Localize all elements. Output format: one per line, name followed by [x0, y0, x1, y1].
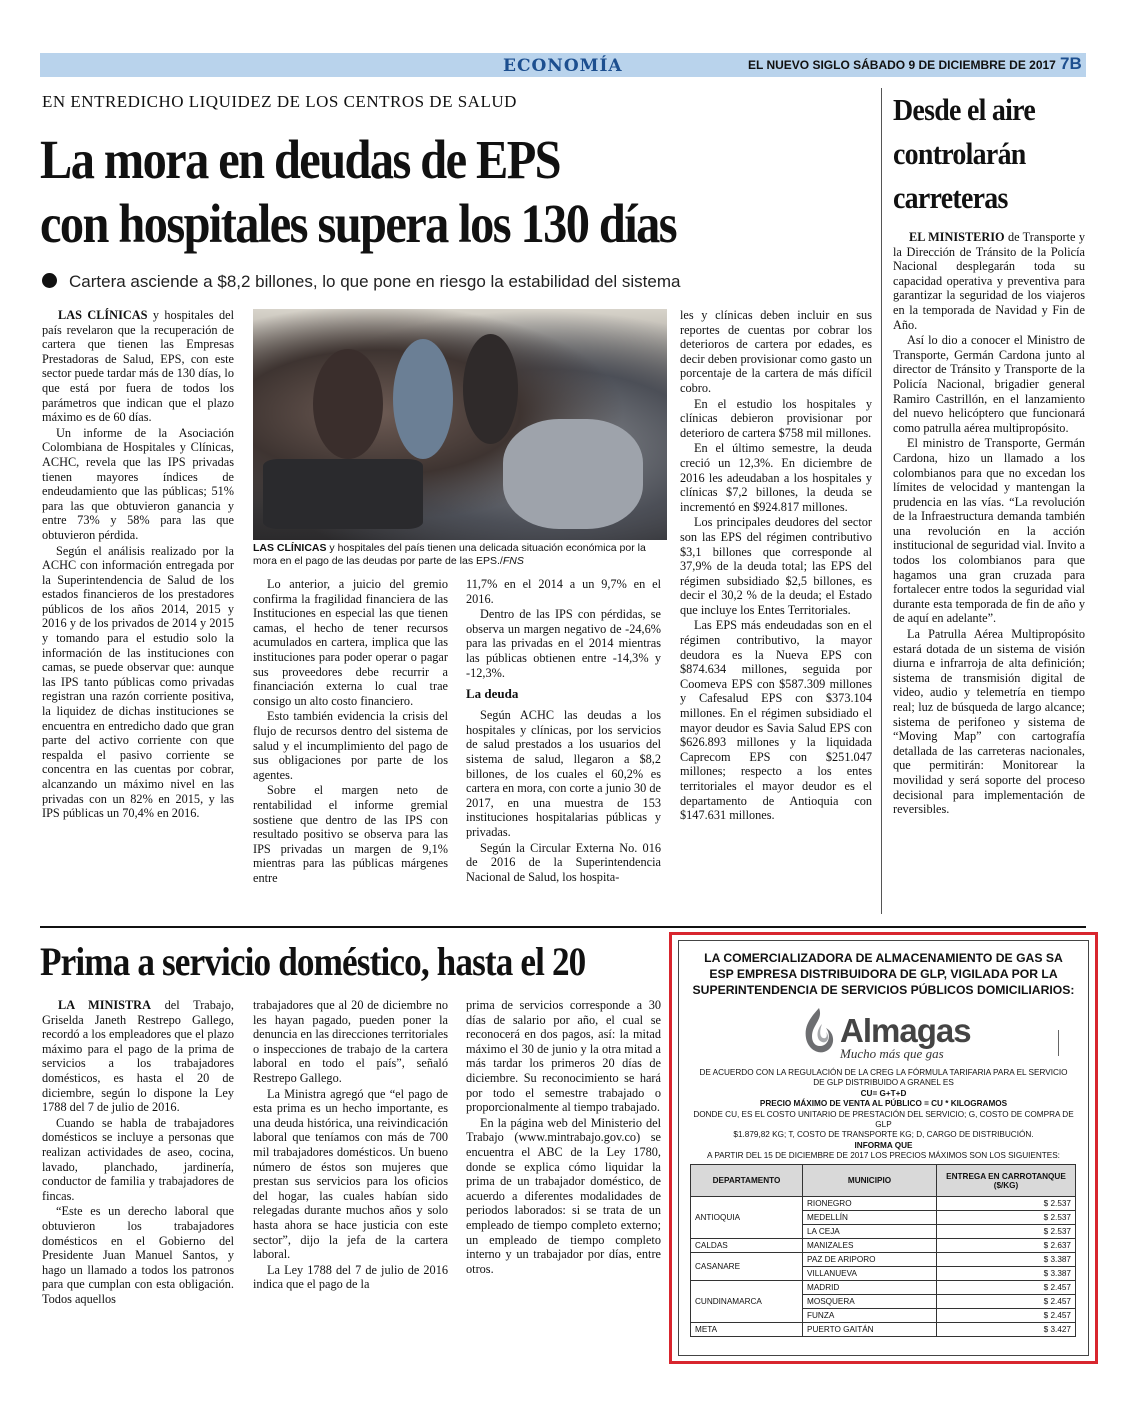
photo-caption [253, 542, 667, 568]
side-headline [893, 88, 1064, 220]
ad-body-line: $1.879,82 KG; T, COSTO DE TRANSPORTE KG; D, CARGO DE DISTRIBUCIÓN. [733, 1130, 1034, 1140]
paragraph [42, 1116, 234, 1204]
paragraph-text: La Ley 1788 del 7 de julio de 2016 indica que el pago de la [253, 1262, 448, 1292]
table-header-row [691, 1165, 1076, 1197]
paragraph [680, 308, 872, 396]
cell-price: $ 2.457 [937, 1281, 1076, 1295]
main-kicker: EN ENTREDICHO LIQUIDEZ DE LOS CENTROS DE SALUD [42, 92, 517, 111]
column-divider [881, 88, 882, 914]
header-municipio: MUNICIPIO [803, 1165, 937, 1197]
brand-name: Almagas [840, 1012, 971, 1049]
paragraph-text: les y clínicas deben incluir en sus reportes de cuentas por cobrar los deterioros de cartera por edades, es decir deben provisionar como gasto un porcentaje de la cartera de más difícil cobro. [680, 308, 872, 395]
photo-figure [393, 339, 453, 459]
cell-price: $ 2.537 [937, 1211, 1076, 1225]
paragraph [680, 397, 872, 441]
main-column-2 [253, 577, 448, 912]
table-row [691, 1253, 1076, 1267]
caption-text: y hospitales del país tienen una delicada situación económica por la mora en el pago de las deudas por parte de las EPS./ [253, 542, 646, 567]
cell-municipio: RIONEGRO [803, 1197, 937, 1211]
cell-departamento: ANTIOQUIA [691, 1197, 803, 1239]
lead-word: EL MINISTERIO [909, 230, 1005, 244]
paragraph-text: En el último semestre, la deuda creció un 12,3%. En diciembre de 2016 les adeudaban a los hospitales y clínicas $7,2 billones, la deuda se incrementó en $924.817 millones. [680, 441, 872, 514]
cell-price: $ 2.537 [937, 1225, 1076, 1239]
paragraph-text: El ministro de Transporte, Germán Cardona, hizo un llamado a los colombianos para que no excedan los límites de velocidad y mantengan la prudencia en las vías. “La revolución de la Infraestructura demanda también una revolución en la acción institucional de seguridad vial. Invito a todos los colombianos para que hagamos una gran cruzada para fortalecer entre todos la seguridad vial durante esta temporada de fin de año y de aquí en adelante”. [893, 436, 1085, 626]
header-departamento: DEPARTAMENTO [691, 1165, 803, 1197]
brand-slogan: Mucho más que gas [840, 1046, 944, 1061]
vertical-mark [1058, 1030, 1068, 1056]
caption-lead: LAS CLÍNICAS [253, 542, 327, 554]
ad-body-line: DE GLP DISTRIBUIDO A GRANEL ES [813, 1078, 954, 1088]
paragraph-text: del Trabajo, Griselda Janeth Restrepo Gallego, recordó a los empleadores que el plazo máximo para el pago de la prima de servicios a los trabajadores domésticos, es hasta el 20 de diciembre, según lo dispone la Ley 1788 del 7 de julio de 2016. [42, 998, 234, 1115]
paragraph [253, 783, 448, 885]
main-column-1 [42, 308, 234, 912]
paragraph [893, 627, 1085, 817]
paragraph [253, 998, 448, 1086]
paragraph: Dentro de las IPS con pérdidas, se observa un margen negativo de -24,6% para las privadas en el 2014 mientras las públicas obtienen entre -14,3% y -12,3%. [466, 607, 661, 680]
main-subhead-text: Cartera asciende a $8,2 billones, lo que pone en riesgo la estabilidad del sistema [69, 272, 681, 291]
ad-title-line: ESP EMPRESA DISTRIBUIDORA DE GLP, VIGILADA POR LA [709, 967, 1058, 981]
cell-price: $ 2.457 [937, 1309, 1076, 1323]
table-row [691, 1197, 1076, 1211]
prima-column-3 [466, 998, 661, 1350]
main-column-4 [680, 308, 872, 912]
paragraph [253, 1087, 448, 1262]
paragraph: 11,7% en el 2014 a un 9,7% en el 2016. [466, 577, 661, 606]
cell-municipio: MANIZALES [803, 1239, 937, 1253]
ad-body-line: CU= G+T+D [860, 1088, 907, 1098]
photo-equipment [263, 459, 423, 529]
paragraph [466, 998, 661, 1115]
flame-swirl-icon [800, 1006, 838, 1058]
paragraph [253, 577, 448, 708]
prima-column-1 [42, 998, 234, 1350]
cell-price: $ 3.427 [937, 1323, 1076, 1337]
main-headline [40, 128, 770, 256]
paragraph-text: Esto también evidencia la crisis del flujo de recursos dentro del sistema de salud y el incumplimiento del pago de sus obligaciones por parte de los agentes. [253, 709, 448, 782]
cell-departamento: CASANARE [691, 1253, 803, 1281]
paragraph-text: Lo anterior, a juicio del gremio confirma la fragilidad financiera de las Instituciones en especial las que tienen camas, el hecho de tener recursos acumulados en cartera, implica que las instituciones para poder operar o pagar sus proveedores debe recurrir a financiación externa lo cual trae consigo un alto costo financiero. [253, 577, 448, 708]
paragraph-text: En el estudio los hospitales y clínicas debieron provisionar por deterioro de cartera $758 mil millones. [680, 396, 872, 440]
photo-figure [463, 334, 518, 444]
paragraph: Según la Circular Externa No. 016 de 2016 de la Superintendencia Nacional de Salud, los hospita- [466, 840, 661, 884]
paragraph [680, 515, 872, 617]
caption-credit: FNS [502, 555, 524, 567]
paragraph [42, 1204, 234, 1306]
paragraph [42, 426, 234, 543]
cell-price: $ 3.387 [937, 1253, 1076, 1267]
cell-municipio: MADRID [803, 1281, 937, 1295]
ad-body-line: A PARTIR DEL 15 DE DICIEMBRE DE 2017 LOS PRECIOS MÁXIMOS SON LOS SIGUIENTES: [707, 1151, 1060, 1161]
paragraph [466, 1116, 661, 1277]
paragraph-text: de Transporte y la Dirección de Tránsito de la Policía Nacional desplegarán toda su capacidad operativa y preventiva para garantizar la seguridad de los viajeros en la temporada de Navidad y Fin de Año. [893, 230, 1085, 332]
table-row [691, 1323, 1076, 1337]
prima-column-2 [253, 998, 448, 1350]
subheading-la-deuda: La deuda [466, 686, 519, 702]
cell-departamento: META [691, 1323, 803, 1337]
cell-municipio: VILLANUEVA [803, 1267, 937, 1281]
cell-price: $ 3.387 [937, 1267, 1076, 1281]
paragraph-text: trabajadores que al 20 de diciembre no les hayan pagado, pueden poner la denuncia en las direcciones territoriales o inspecciones de trabajo de la cartera laboral en todo el país”, señaló Restrepo Gallego. [253, 998, 448, 1085]
paragraph [893, 436, 1085, 626]
cell-municipio: MEDELLÍN [803, 1211, 937, 1225]
ad-body-line: DE ACUERDO CON LA REGULACIÓN DE LA CREG LA FÓRMULA TARIFARIA PARA EL SERVICIO [699, 1068, 1068, 1077]
header-entrega: ENTREGA EN CARROTANQUE ($/KG) [937, 1165, 1076, 1197]
page-number: 7B [1060, 54, 1082, 73]
cell-price: $ 2.457 [937, 1295, 1076, 1309]
side-headline-line1: Desde el aire [893, 92, 1035, 127]
paragraph-text: La Patrulla Aérea Multipropósito estará dotada de un sistema de visión diurna e infrarroja de alta definición; sistema de transmisión digital de video, audio y telemetría en tiempo real; luz de búsqueda de largo alcance; sistema de perifoneo y sistema de “Moving Map” con cartografía detallada de las carreteras nacionales, que permitirán: Monitorear la movilidad y será soporte del proceso decisional para implementación de reversibles. [893, 627, 1085, 817]
table-row [691, 1239, 1076, 1253]
lead-word: LA MINISTRA [58, 998, 151, 1012]
photo-figure [313, 349, 383, 459]
photo-bed [503, 419, 643, 529]
ad-title-line: SUPERINTENDENCIA DE SERVICIOS PÚBLICOS DOMICILIARIOS: [692, 983, 1075, 997]
section-name: ECONOMÍA [503, 56, 623, 76]
paragraph: Según ACHC las deudas a los hospitales y clínicas, por los servicios de salud prestados a los usuarios del sistema de salud, llegaron a $8,2 billones, de los cuales el 60,2% es cartera en mora, con corte a junio 30 de 2017, en una muestra de 153 instituciones hospitalarias públicas y privadas. [466, 708, 661, 839]
paragraph-text: Las EPS más endeudadas son en el régimen contributivo, la mayor deudora es la Nueva EPS con $874.634 millones, seguida por Coomeva EPS con $587.309 millones y Cafesalud EPS con $373.104 millones. En el régimen subsidiado el mayor deudor es Savia Salud EPS con $626.893 millones y la liquidada Caprecom EPS con $251.047 millones; respecto a los entes territoriales el mayor deudor es el departamento de Antioquia con $147.631 millones. [680, 618, 872, 823]
cell-municipio: LA CEJA [803, 1225, 937, 1239]
paragraph-text: Un informe de la Asociación Colombiana de Hospitales y Clínicas, ACHC, revela que las IPS privadas tienen mayores índices de endeudamiento que las públicas; 51% para las que obtuvieron ganancia y entre 73% y 58% para las que obtuvieron pérdida. [42, 425, 234, 542]
side-headline-line2: controlarán [893, 136, 1026, 171]
paragraph-text: “Este es un derecho laboral que obtuvieron los trabajadores domésticos en el Gobierno del Presidente Juan Manuel Santos, y hago un llamado a todos los patronos para que cumplan con esta obligación. Todos aquellos [42, 1204, 234, 1306]
paragraph [253, 709, 448, 782]
paragraph [42, 308, 234, 425]
paragraph-text: La Ministra agregó que “el pago de esta prima es un hecho importante, es una deuda histórica, una reivindicación laboral que teníamos con más de 700 mil trabajadores domésticos. Un bueno número de éstos son mujeres que prestan sus servicios para los oficios del hogar, las cuales habían sido relegadas durante muchos años y solo hasta ahora se hace justicia con este sector”, dijo la jefa de la cartera laboral. [253, 1086, 448, 1262]
cell-departamento: CALDAS [691, 1239, 803, 1253]
paragraph-text: Así lo dio a conocer el Ministro de Transporte, Germán Cardona junto al director de Tránsito y Transporte de la Policía Nacional, brigadier general Ramiro Castrillón, en el lanzamiento del nuevo helicóptero que funcionará como patrulla aérea multipropósito. [893, 333, 1085, 435]
main-headline-line1: La mora en deudas de EPS [40, 129, 561, 190]
cell-price: $ 2.537 [937, 1197, 1076, 1211]
cell-municipio: PAZ DE ARIPORO [803, 1253, 937, 1267]
table-row [691, 1281, 1076, 1295]
side-headline-line3: carreteras [893, 180, 1008, 215]
cell-municipio: PUERTO GAITÁN [803, 1323, 937, 1337]
almagas-logo [800, 1006, 980, 1064]
paragraph-text: Los principales deudores del sector son las EPS del régimen contributivo $3,1 billones que corresponde al 37,9% de la deuda total; las EPS del régimen subsidiado $2,5 billones, es decir el 30,2 % de la deuda; el Estado que incluye los Entes Territoriales. [680, 515, 872, 617]
paragraph [680, 441, 872, 514]
ad-body-text [690, 1068, 1077, 1162]
ad-title [690, 950, 1077, 998]
ad-title-line: LA COMERCIALIZADORA DE ALMACENAMIENTO DE GAS SA [704, 951, 1063, 965]
paragraph-text: prima de servicios corresponde a 30 días de salario por año, el cual se reconocerá en dos pagos, así: la mitad máximo el 30 de junio y la otra mitad a más tardar los primeros 20 días de diciembre. Su reconocimiento se hará por todo el semestre trabajado o proporcionalmente al tiempo trabajado. [466, 998, 661, 1115]
cell-price: $ 2.637 [937, 1239, 1076, 1253]
lead-word: LAS CLÍNICAS [58, 308, 148, 322]
cell-municipio: FUNZA [803, 1309, 937, 1323]
paragraph [680, 618, 872, 822]
paragraph [42, 544, 234, 821]
cell-municipio: MOSQUERA [803, 1295, 937, 1309]
paragraph [42, 998, 234, 1115]
price-table [690, 1164, 1076, 1337]
paragraph [893, 230, 1085, 332]
bullet-icon [42, 273, 57, 288]
side-column [893, 230, 1085, 912]
paragraph [893, 333, 1085, 435]
paragraph-text: Sobre el margen neto de rentabilidad el informe gremial sostiene que dentro de las IPS con resultado positivo se observa para las IPS privadas un margen de 9,1% mientras para las públicas márgenes entre [253, 783, 448, 885]
paragraph-text: y hospitales del país revelaron que la recuperación de cartera que tienen las Empresas Prestadoras de Salud, EPS, con este sector puede tardar más de 130 días, lo que está por fuera de todos los parámetros que indican que el plazo máximo es de 60 días. [42, 308, 234, 425]
paragraph-text: En la página web del Ministerio del Trabajo (www.mintrabajo.gov.co) se encuentra el ABC de la Ley 1780, donde se explica cómo liquidar la prima de un trabajador doméstico, de acuerdo a diferentes modalidades de periodos laborados: si se trata de un empleado de tiempo completo externo; un empleado de tiempo completo interno y un trabajador por días, entre otros. [466, 1115, 661, 1276]
paragraph [253, 1263, 448, 1292]
paragraph-text: Cuando se habla de trabajadores domésticos se incluye a personas que realizan actividades de aseo, cocina, lavado, planchado, jardinería, conductor de familia y trabajadores de fincas. [42, 1115, 234, 1203]
cell-departamento: CUNDINAMARCA [691, 1281, 803, 1323]
hospital-photo [253, 309, 667, 540]
ad-body-line: INFORMA QUE [854, 1140, 913, 1150]
ad-body-line: DONDE CU, ES EL COSTO UNITARIO DE PRESTACIÓN DEL SERVICIO; G, COSTO DE COMPRA DE GLP [693, 1109, 1074, 1130]
issue-date-line: EL NUEVO SIGLO SÁBADO 9 DE DICIEMBRE DE 2017 [748, 58, 1056, 72]
section-divider [40, 926, 1086, 928]
main-headline-line2: con hospitales supera los 130 días [40, 193, 676, 254]
ad-body-line: PRECIO MÁXIMO DE VENTA AL PÚBLICO = CU * KILOGRAMOS [759, 1099, 1008, 1109]
main-column-3 [466, 577, 661, 912]
prima-headline: Prima a servicio doméstico, hasta el 20 [40, 939, 586, 984]
paragraph-text: Según el análisis realizado por la ACHC con información entregada por la Superintendencia de Salud de los estados financieros de los prestadores públicos de los años 2014, 2015 y 2016 y de los privados de 2014 y 2015 y tomando para el estudio solo la información de las instituciones con camas, se puede observar que: aunque las IPS tanto públicas como privadas registran una razón corriente positiva, la liquidez de dichas instituciones se encuentra en entredicho dado que gran parte del activo corriente con que respalda el pasivo corriente se concentra en las cuentas por cobrar, alcanzando un máximo nivel en las privadas con un 82% en 2015, y las IPS públicas un 70,4% en 2016. [42, 543, 234, 821]
main-subhead [42, 272, 680, 292]
